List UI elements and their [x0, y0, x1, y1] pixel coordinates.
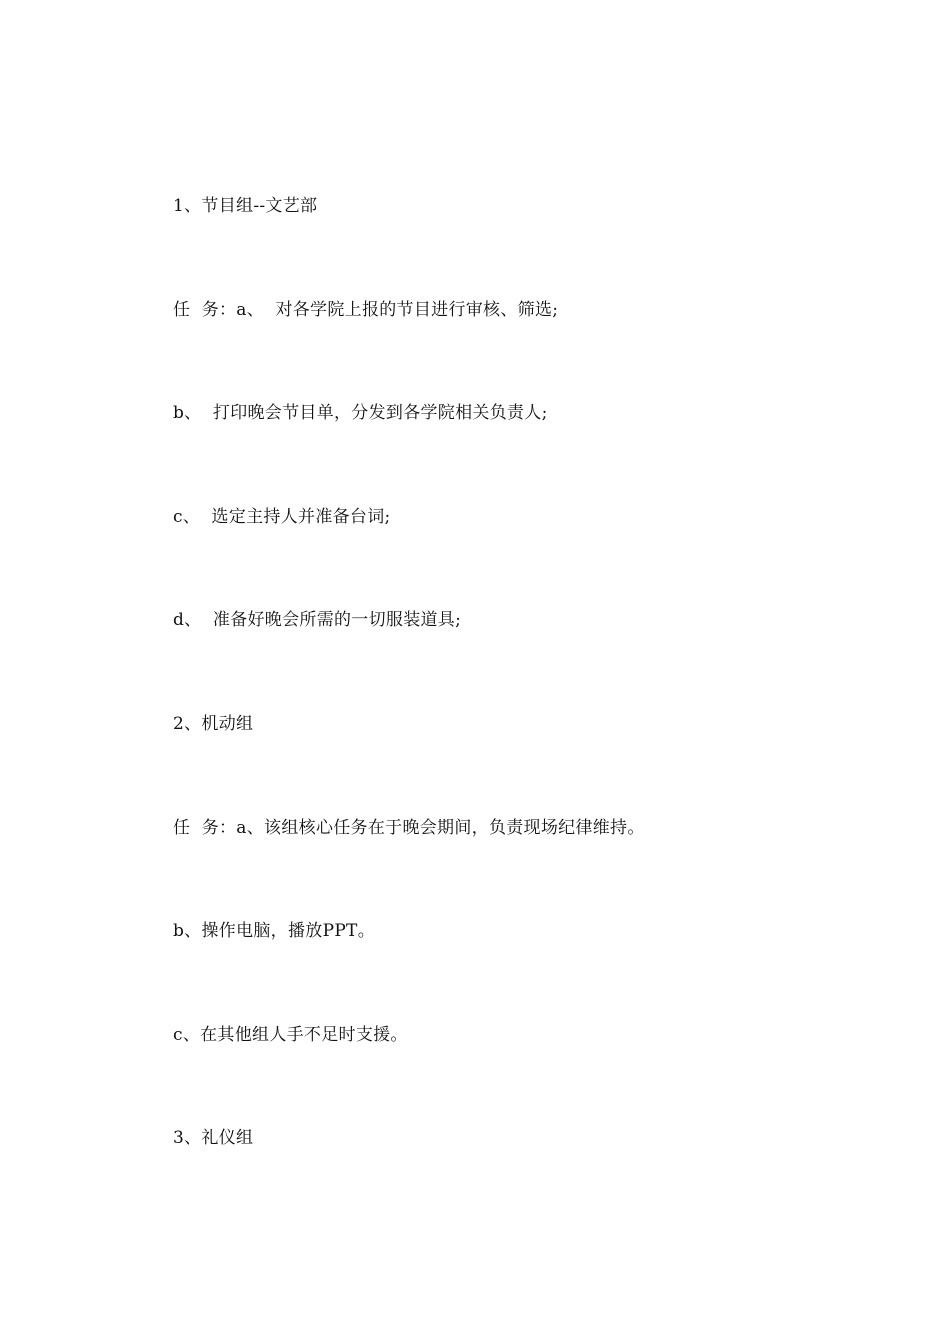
task-line: 任 务：a、该组核心任务在于晚会期间，负责现场纪律维持。 [173, 818, 645, 838]
section-heading-program-group: 1、节目组--文艺部 [173, 196, 318, 216]
section-heading-etiquette-group: 3、礼仪组 [173, 1128, 254, 1148]
task-line: c、在其他组人手不足时支援。 [173, 1025, 408, 1045]
section-heading-mobile-group: 2、机动组 [173, 714, 254, 734]
task-line: b、操作电脑，播放PPT。 [173, 921, 375, 941]
task-line: d、 准备好晚会所需的一切服装道具; [173, 610, 462, 630]
task-line: b、 打印晚会节目单，分发到各学院相关负责人; [173, 403, 548, 423]
task-line: 任 务：a、 对各学院上报的节目进行审核、筛选; [173, 300, 559, 320]
task-line: c、 选定主持人并准备台词; [173, 507, 391, 527]
